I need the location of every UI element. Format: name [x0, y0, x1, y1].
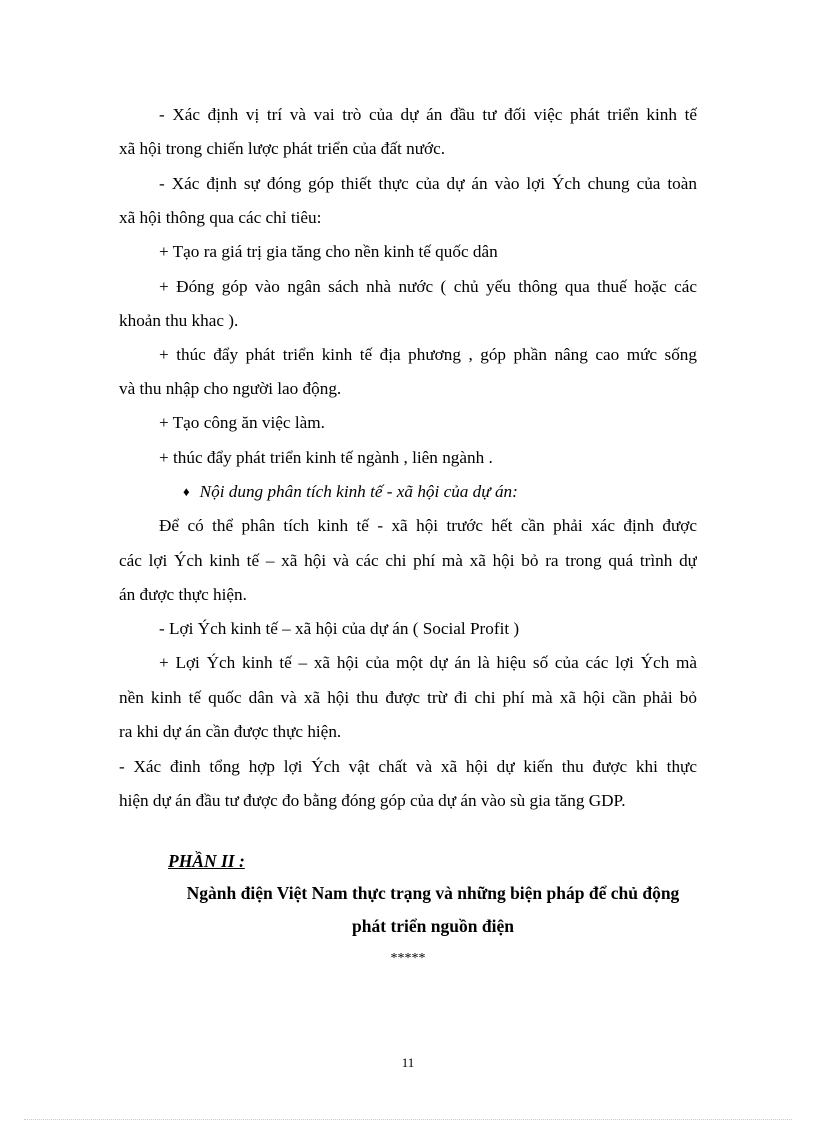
text-line-8: + thúc đẩy phát triển kinh tế địa phương , góp phần nâng cao mức sống: [159, 345, 697, 364]
text-line-16: - Lợi Ých kinh tế – xã hội của dự án ( Social Profit ): [159, 619, 520, 638]
text-line-6: + Đóng góp vào ngân sách nhà nước ( chủ yếu thông qua thuế hoặc các: [159, 277, 697, 296]
section-bullet-text: Nội dung phân tích kinh tế - xã hội của dự án:: [199, 482, 518, 501]
text-line-18: nền kinh tế quốc dân và xã hội thu được trừ đi chi phí mà xã hội cần phải bỏ: [119, 688, 697, 707]
page-bottom-divider: [24, 1119, 792, 1120]
text-line-2: xã hội trong chiến lược phát triển của đất nước.: [119, 139, 446, 158]
text-line-4: xã hội thông qua các chỉ tiêu:: [119, 208, 322, 227]
text-line-20: - Xác đinh tổng hợp lợi Ých vật chất và xã hội dự kiến thu được khi thực: [119, 757, 697, 776]
text-line-1: - Xác định vị trí và vai trò của dự án đầu tư đối việc phát triển kinh tế: [159, 105, 697, 124]
diamond-bullet-icon: ♦: [183, 484, 190, 499]
text-line-11: + thúc đẩy phát triển kinh tế ngành , liên ngành .: [159, 448, 493, 467]
text-line-3: - Xác định sự đóng góp thiết thực của dự án vào lợi Ých chung của toàn: [159, 174, 697, 193]
text-line-10: + Tạo công ăn việc làm.: [159, 413, 325, 432]
text-line-14: các lợi Ých kinh tế – xã hội và các chi phí mà xã hội bỏ ra trong quá trình dự: [119, 551, 697, 570]
text-line-21: hiện dự án đầu tư được đo bằng đóng góp của dự án vào sù gia tăng GDP.: [119, 791, 626, 810]
text-line-5: + Tạo ra giá trị gia tăng cho nền kinh tế quốc dân: [159, 242, 498, 261]
chapter-heading-line-1: Ngành điện Việt Nam thực trạng và những biện pháp để chủ động: [186, 883, 680, 903]
text-line-15: án được thực hiện.: [119, 585, 247, 604]
part-title: PHẦN II :: [168, 851, 245, 871]
decorative-stars: *****: [390, 951, 426, 966]
chapter-heading-line-2: phát triển nguồn điện: [352, 916, 514, 936]
text-line-19: ra khi dự án cần được thực hiện.: [119, 722, 342, 741]
text-line-9: và thu nhập cho người lao động.: [119, 379, 342, 398]
text-line-17: + Lợi Ých kinh tế – xã hội của một dự án là hiệu số của các lợi Ých mà: [159, 653, 697, 672]
section-bullet: [183, 481, 697, 504]
text-line-7: khoản thu khac ).: [119, 311, 239, 330]
text-line-13: Để có thể phân tích kinh tế - xã hội trước hết cần phải xác định được: [159, 516, 697, 535]
page-number: 11: [401, 1055, 415, 1070]
